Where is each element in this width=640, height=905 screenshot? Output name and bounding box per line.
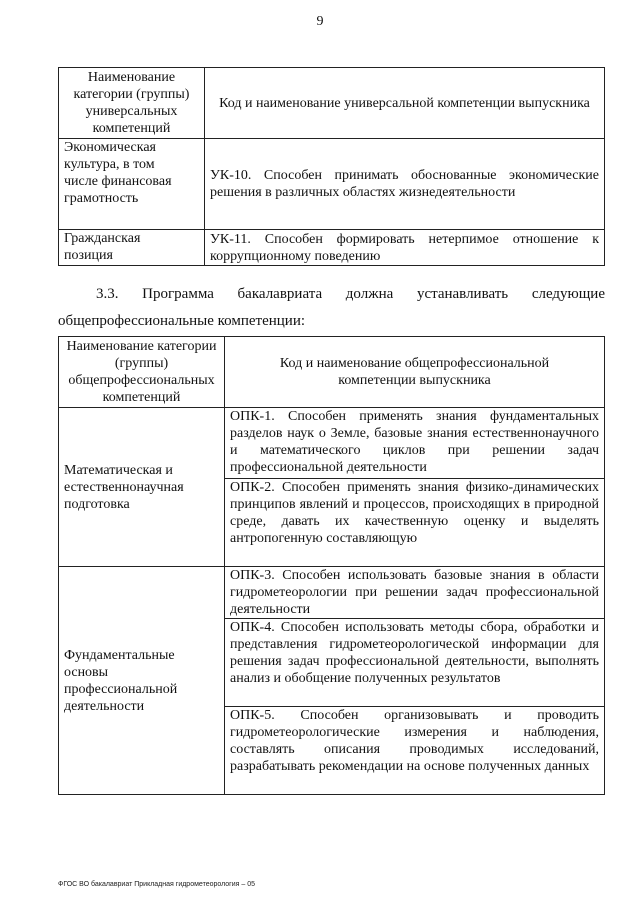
footer: ФГОС ВО бакалавриат Прикладная гидрометеорология – 05: [58, 881, 255, 888]
table-header-row: [59, 68, 605, 139]
table-row: [59, 567, 605, 619]
page-number: 9: [316, 14, 324, 29]
category-cell: Математическая и естественнонаучная подготовка: [59, 408, 225, 567]
header-competence: Код и наименование общепрофессиональной компетенции выпускника: [225, 337, 605, 408]
table-row: [59, 230, 605, 266]
competence-cell: ОПК-1. Способен применять знания фундаментальных разделов наук о Земле, базовые знания естественнонаучного и математического циклов при решении задач профессиональной деятельности: [225, 408, 605, 479]
general-professional-competencies-table: [58, 336, 605, 795]
table-row: [59, 408, 605, 479]
header-category: Наименование категории (группы) универсальных компетенций: [59, 68, 205, 139]
paragraph-line-2: общепрофессиональные компетенции:: [58, 313, 306, 329]
header-competence: Код и наименование универсальной компетенции выпускника: [205, 68, 605, 139]
competence-cell: ОПК-2. Способен применять знания физико-динамических принципов явлений и процессов, происходящих в природной среде, давать их качественную оценку и выделять антропогенную составляющую: [225, 479, 605, 567]
category-cell: Экономическая культура, в том числе финансовая грамотность: [59, 139, 205, 230]
competence-cell: ОПК-3. Способен использовать базовые знания в области гидрометеорологии при решении задач профессиональной деятельности: [225, 567, 605, 619]
category-cell: Гражданская позиция: [59, 230, 205, 266]
competence-cell: ОПК-5. Способен организовывать и проводить гидрометеорологические измерения и наблюдения, составлять описания проводимых исследований, разрабатывать рекомендации на основе полученных данных: [225, 707, 605, 795]
competence-cell: УК-11. Способен формировать нетерпимое отношение к коррупционному поведению: [205, 230, 605, 266]
category-cell: Фундаментальные основы профессиональной деятельности: [59, 567, 225, 795]
table-row: [59, 139, 605, 230]
universal-competencies-table: [58, 67, 605, 266]
table-header-row: [59, 337, 605, 408]
header-category: Наименование категории (группы) общепрофессиональных компетенций: [59, 337, 225, 408]
competence-cell: УК-10. Способен принимать обоснованные экономические решения в различных областях жизнедеятельности: [205, 139, 605, 230]
paragraph-line-1: 3.3. Программа бакалавриата должна устанавливать следующие: [96, 286, 605, 302]
competence-cell: ОПК-4. Способен использовать методы сбора, обработки и представления гидрометеорологической информации для решения задач профессиональной деятельности, выполнять анализ и обобщение полученных результатов: [225, 619, 605, 707]
